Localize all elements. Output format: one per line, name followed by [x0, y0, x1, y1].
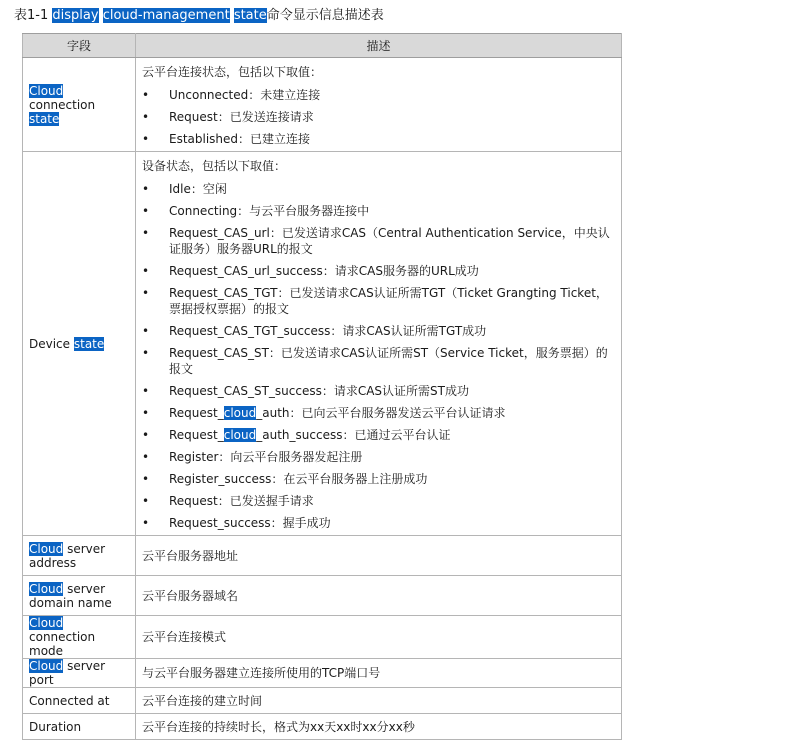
table-row	[23, 616, 622, 659]
field-cell: Cloud server domain name	[23, 576, 136, 616]
field-cell: Cloud server port	[23, 659, 136, 688]
field-cell: Device state	[23, 152, 136, 536]
table-row	[23, 659, 622, 688]
list-item: • Request：已发送握手请求	[142, 493, 615, 509]
caption-command-word: state	[233, 8, 267, 23]
description-cell: 云平台连接的持续时长，格式为xx天xx时xx分xx秒	[136, 714, 622, 740]
description-intro: 设备状态，包括以下取值：	[142, 159, 287, 173]
list-item: • Idle：空闲	[142, 181, 615, 197]
list-item: • Request_cloud_auth：已向云平台服务器发送云平台认证请求	[142, 405, 615, 421]
column-header-field: 字段	[23, 34, 136, 58]
caption-command-word: cloud-management	[102, 8, 230, 23]
list-item: • Request_success：握手成功	[142, 515, 615, 531]
description-intro: 云平台连接状态，包括以下取值：	[142, 65, 323, 79]
column-header-description: 描述	[136, 34, 622, 58]
table-row	[23, 688, 622, 714]
table-row	[23, 152, 622, 536]
value-list	[142, 181, 615, 531]
list-item: • Request_cloud_auth_success：已通过云平台认证	[142, 427, 615, 443]
caption-command-word: display	[52, 8, 99, 23]
list-item: • Request_CAS_TGT：已发送请求CAS认证所需TGT（Ticket Grangting Ticket，票据授权票据）的报文	[142, 285, 615, 317]
table-row	[23, 714, 622, 740]
description-cell: 云平台连接的建立时间	[136, 688, 622, 714]
list-item: • Connecting：与云平台服务器连接中	[142, 203, 615, 219]
table-header-row	[23, 34, 622, 58]
caption-prefix: 表1-1	[14, 8, 53, 23]
table-row	[23, 58, 622, 152]
list-item: • Request_CAS_ST：已发送请求CAS认证所需ST（Service Ticket，服务票据）的报文	[142, 345, 615, 377]
field-description-table	[22, 33, 622, 740]
field-cell: Cloud connection state	[23, 58, 136, 152]
field-cell: Cloud connection mode	[23, 616, 136, 659]
description-cell	[136, 152, 622, 536]
description-cell: 与云平台服务器建立连接所使用的TCP端口号	[136, 659, 622, 688]
list-item: • Unconnected：未建立连接	[142, 87, 615, 103]
description-cell: 云平台服务器域名	[136, 576, 622, 616]
table-caption	[14, 7, 384, 25]
list-item: • Request_CAS_TGT_success：请求CAS认证所需TGT成功	[142, 323, 615, 339]
description-cell	[136, 58, 622, 152]
list-item: • Request_CAS_url_success：请求CAS服务器的URL成功	[142, 263, 615, 279]
list-item: • Register：向云平台服务器发起注册	[142, 449, 615, 465]
caption-suffix: 命令显示信息描述表	[266, 8, 384, 23]
field-cell: Duration	[23, 714, 136, 740]
description-cell: 云平台服务器地址	[136, 536, 622, 576]
value-list	[142, 87, 615, 147]
list-item: • Request_CAS_ST_success：请求CAS认证所需ST成功	[142, 383, 615, 399]
table-row	[23, 576, 622, 616]
table-row	[23, 536, 622, 576]
list-item: • Register_success：在云平台服务器上注册成功	[142, 471, 615, 487]
description-cell: 云平台连接模式	[136, 616, 622, 659]
list-item: • Request_CAS_url：已发送请求CAS（Central Authentication Service，中央认证服务）服务器URL的报文	[142, 225, 615, 257]
list-item: • Request：已发送连接请求	[142, 109, 615, 125]
field-cell: Connected at	[23, 688, 136, 714]
list-item: • Established：已建立连接	[142, 131, 615, 147]
field-cell: Cloud server address	[23, 536, 136, 576]
